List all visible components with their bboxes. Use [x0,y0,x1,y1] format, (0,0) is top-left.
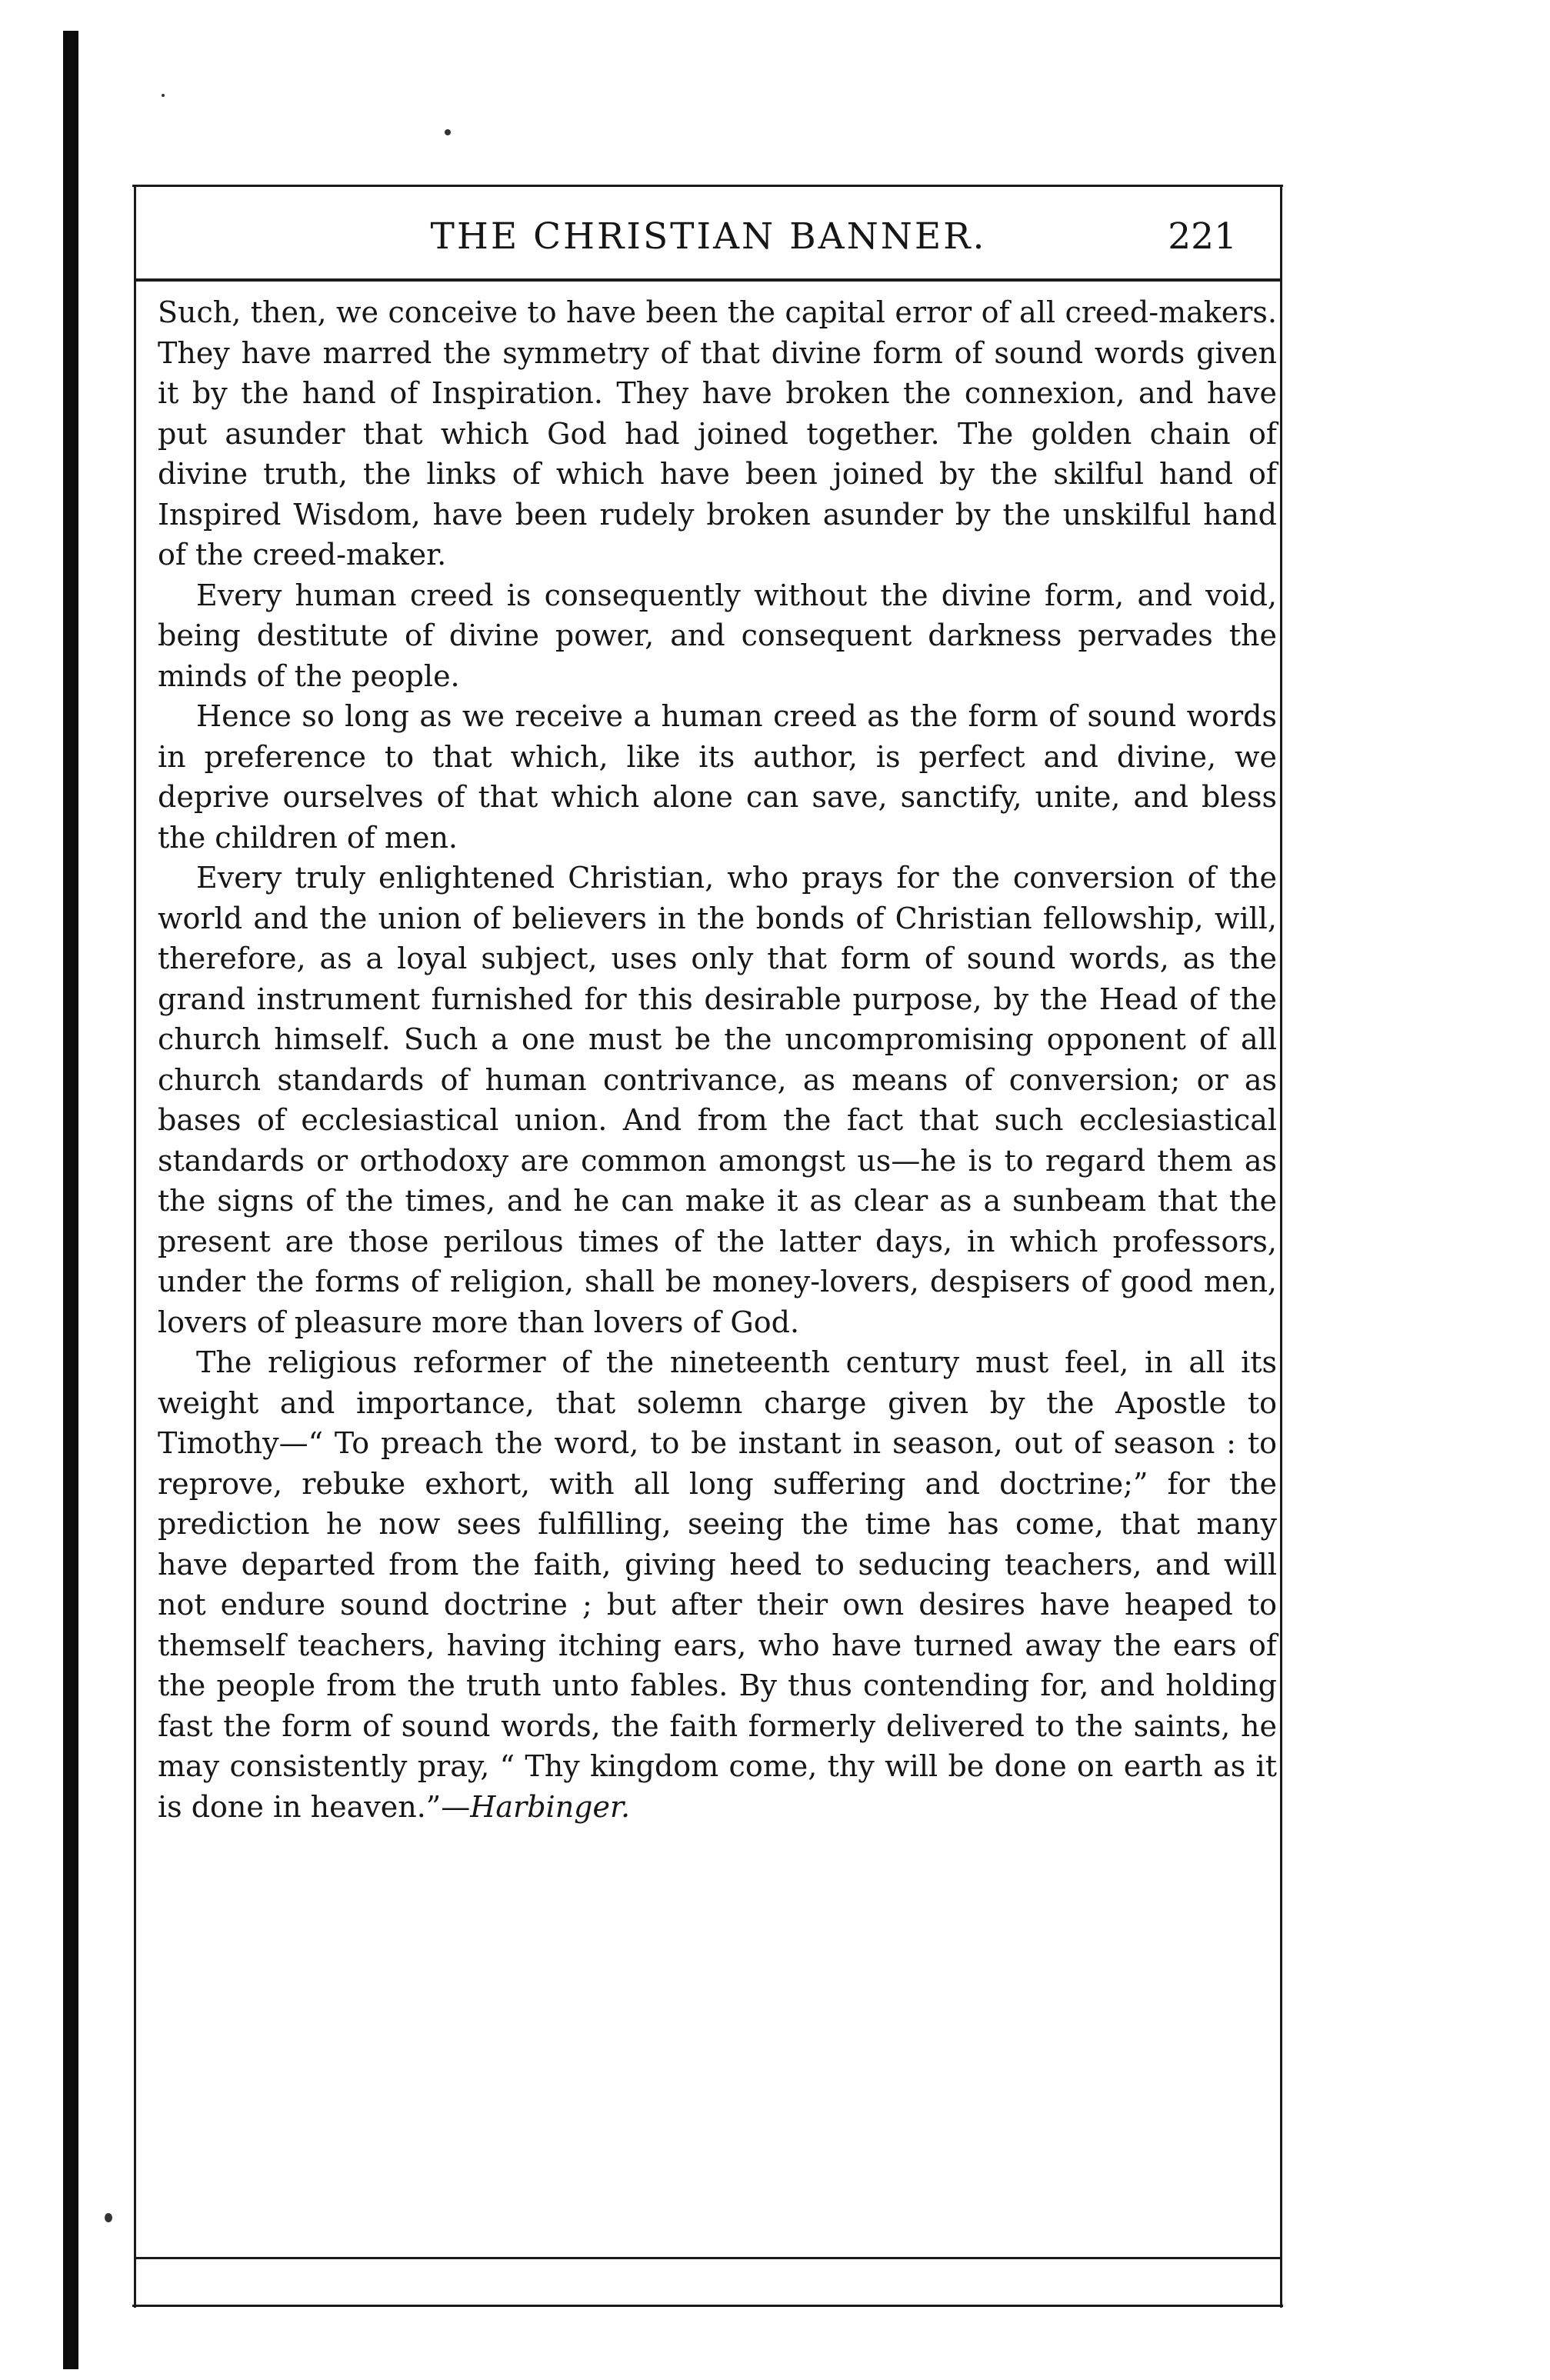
page-number: 221 [1168,215,1237,258]
paragraph-with-attribution [158,1342,1277,1827]
article-body [158,292,1277,1827]
bottom-rule [135,2257,1282,2259]
page-frame-left [134,185,136,2308]
paragraph: Every human creed is consequently without the divine form, and void, being destitute of divine power, and consequent darkness pervades the minds of the people. [158,578,1277,693]
paragraph: The religious reformer of the nineteenth century must feel, in all its weight and importance, that solemn charge given by the Apostle to Timothy—“ To preach the word, to be instant in season, out of season : to reprove, rebuke exhort, with all long suffering and doctrine;” for the prediction he now sees fulfilling, seeing the time has come, that many have departed from the faith, giving heed to seducing teachers, and will not endure sound doctrine ; but after their own desires have heaped to themself teachers, having itching ears, who have turned away the ears of the people from the truth unto fables. By thus contending for, and holding fast the form of sound words, the faith formerly delivered to the saints, he may consistently pray, “ Thy kingdom come, thy will be done on earth as it is done in heaven.”— [158,1345,1277,1824]
scan-speck [105,2213,112,2222]
page-frame-bottom [132,2305,1283,2307]
page-frame-right [1280,185,1282,2308]
scan-speck [162,94,165,97]
paragraph: Such, then, we conceive to have been the capital error of all creed-makers. They have marred the symmetry of that divine form of sound words given it by the hand of Inspiration. They have broken the connexion, and have put asunder that which God had joined together. The golden chain of divine truth, the links of which have been joined by the skilful hand of Inspired Wisdom, have been rudely broken asunder by the unskilful hand of the creed-maker. [158,295,1277,572]
paragraph: Every truly enlightened Christian, who prays for the conversion of the world and the union of believers in the bonds of Christian fellowship, will, therefore, as a loyal subject, uses only that form of sound words, as the grand instrument furnished for this desirable purpose, by the Head of the church himself. Such a one must be the uncompromising opponent of all church standards of human contrivance, as means of conversion; or as bases of ecclesiastical union. And from the fact that such ecclesiastical standards or orthodoxy are common amongst us—he is to regard them as the signs of the times, and he can make it as clear as a sunbeam that the present are those perilous times of the latter days, in which professors, under the forms of religion, shall be money-lovers, despisers of good men, lovers of pleasure more than lovers of God. [158,861,1277,1339]
scan-binding-edge [63,31,78,2369]
header-rule [135,278,1282,282]
page-header [135,206,1282,271]
running-title: THE CHRISTIAN BANNER. [430,215,987,258]
attribution: Harbinger. [470,1789,631,1824]
paragraph: Hence so long as we receive a human creed as the form of sound words in preference to that which, like its author, is perfect and divine, we deprive ourselves of that which alone can save, sanctify, unite, and bless the children of men. [158,699,1277,855]
page-frame-top [132,185,1283,187]
scan-speck [445,129,451,135]
